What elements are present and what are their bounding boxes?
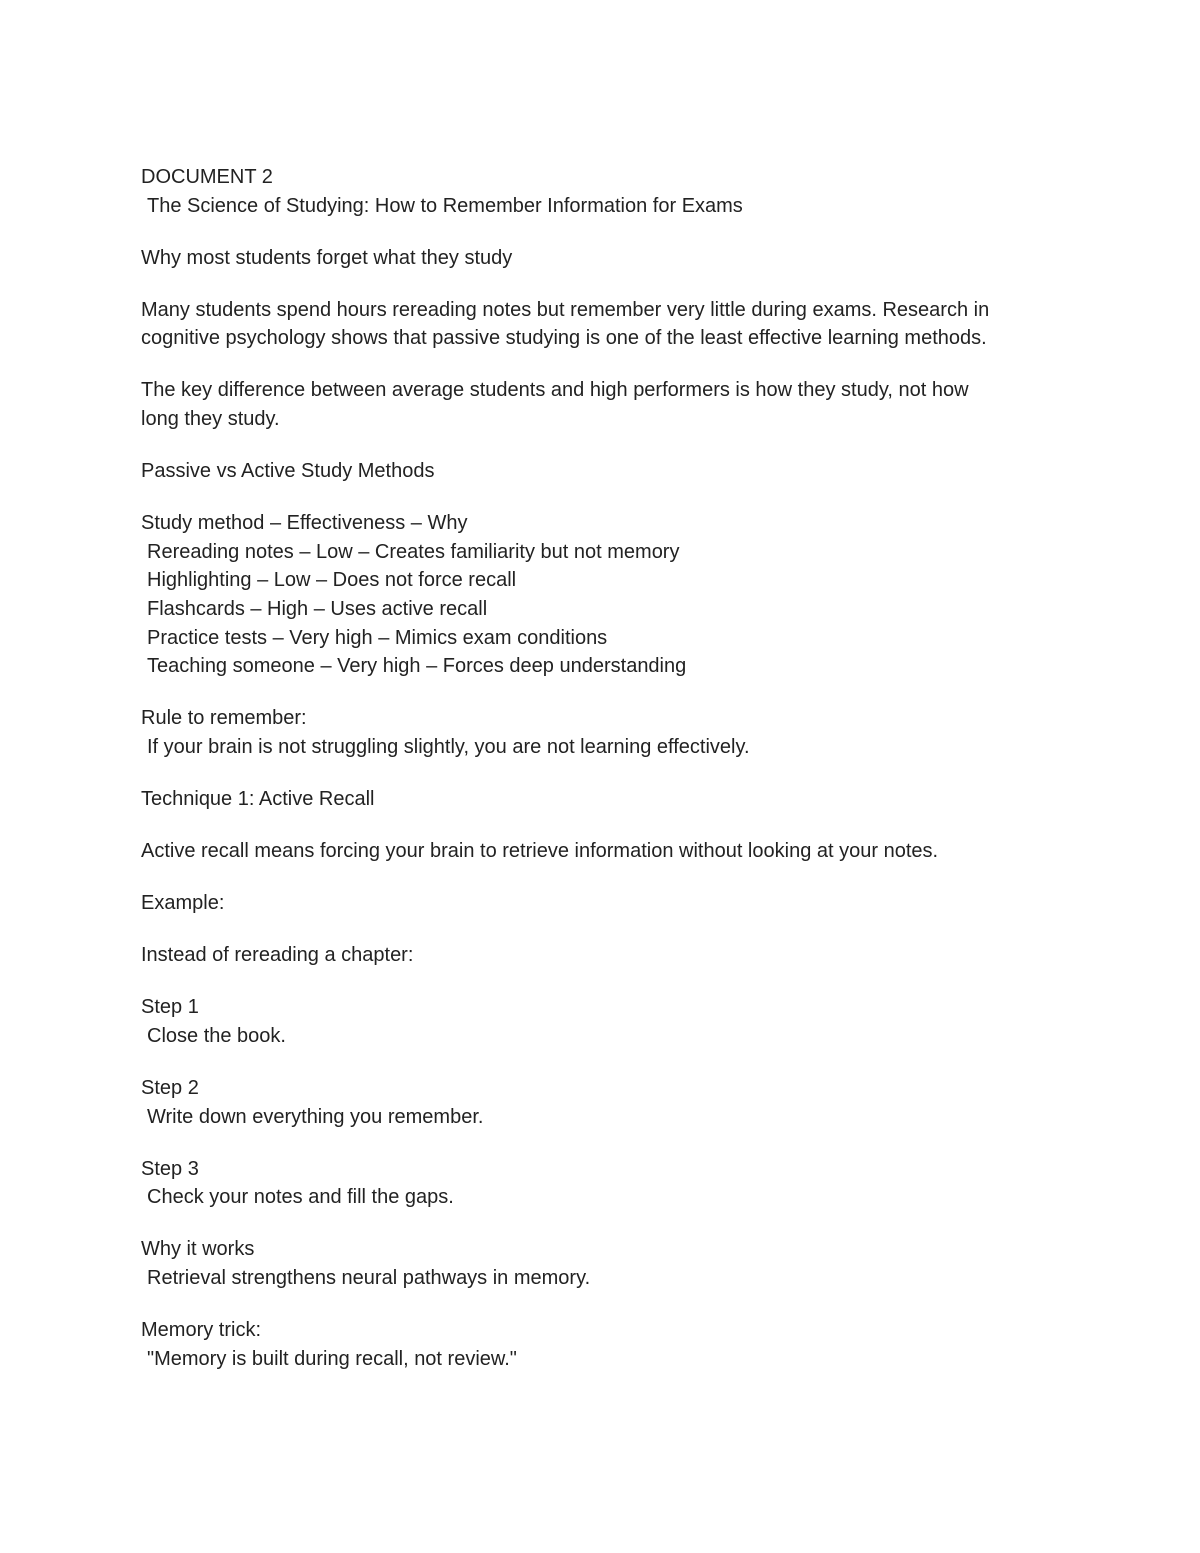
step-text: Check your notes and fill the gaps. — [147, 1186, 454, 1209]
document-label: DOCUMENT 2 — [141, 166, 273, 188]
methods-table-row: Flashcards – High – Uses active recall — [147, 598, 488, 621]
technique-definition: Active recall means forcing your brain to retrieve information without looking at your notes. — [141, 840, 939, 863]
rule-label: Rule to remember: — [141, 707, 307, 730]
intro-paragraph-1 — [141, 296, 1081, 353]
methods-table-row: Highlighting – Low – Does not force recall — [147, 569, 517, 592]
methods-table-row: Teaching someone – Very high – Forces deep understanding — [147, 655, 687, 678]
why-label: Why it works — [141, 1238, 255, 1261]
rule-text: If your brain is not struggling slightly, you are not learning effectively. — [147, 735, 750, 758]
document-title: The Science of Studying: How to Remember Information for Exams — [147, 194, 743, 217]
step-block — [141, 993, 1081, 1050]
intro-paragraph-2 — [141, 376, 1081, 433]
memory-trick-block — [141, 1316, 1081, 1373]
methods-table — [141, 509, 1081, 681]
paragraph-line: Many students spend hours rereading notes but remember very little during exams. Research in — [141, 298, 990, 321]
step-text: Close the book. — [147, 1024, 286, 1047]
rule-block — [141, 704, 1081, 761]
example-label: Example: — [141, 892, 225, 915]
why-text: Retrieval strengthens neural pathways in memory. — [147, 1267, 591, 1290]
methods-table-row: Practice tests – Very high – Mimics exam conditions — [147, 626, 608, 649]
methods-table-row: Rereading notes – Low – Creates familiarity but not memory — [147, 540, 680, 563]
document-page — [141, 163, 1081, 1373]
step-label: Step 1 — [141, 996, 199, 1019]
section-heading-methods: Passive vs Active Study Methods — [141, 460, 435, 483]
instead-text: Instead of rereading a chapter: — [141, 944, 414, 967]
methods-table-header: Study method – Effectiveness – Why — [141, 512, 468, 535]
step-text: Write down everything you remember. — [147, 1105, 484, 1128]
step-label: Step 3 — [141, 1157, 199, 1180]
step-block — [141, 1155, 1081, 1212]
paragraph-line: The key difference between average students and high performers is how they study, not how — [141, 379, 969, 402]
section-heading-technique-1: Technique 1: Active Recall — [141, 788, 375, 810]
step-label: Step 2 — [141, 1077, 199, 1100]
paragraph-line: long they study. — [141, 408, 280, 431]
memory-trick-quote: "Memory is built during recall, not review." — [147, 1347, 517, 1370]
memory-trick-label: Memory trick: — [141, 1319, 261, 1342]
step-block — [141, 1074, 1081, 1131]
why-block — [141, 1235, 1081, 1292]
paragraph-line: cognitive psychology shows that passive studying is one of the least effective learning methods. — [141, 327, 987, 350]
section-heading-why-forget: Why most students forget what they study — [141, 246, 513, 269]
